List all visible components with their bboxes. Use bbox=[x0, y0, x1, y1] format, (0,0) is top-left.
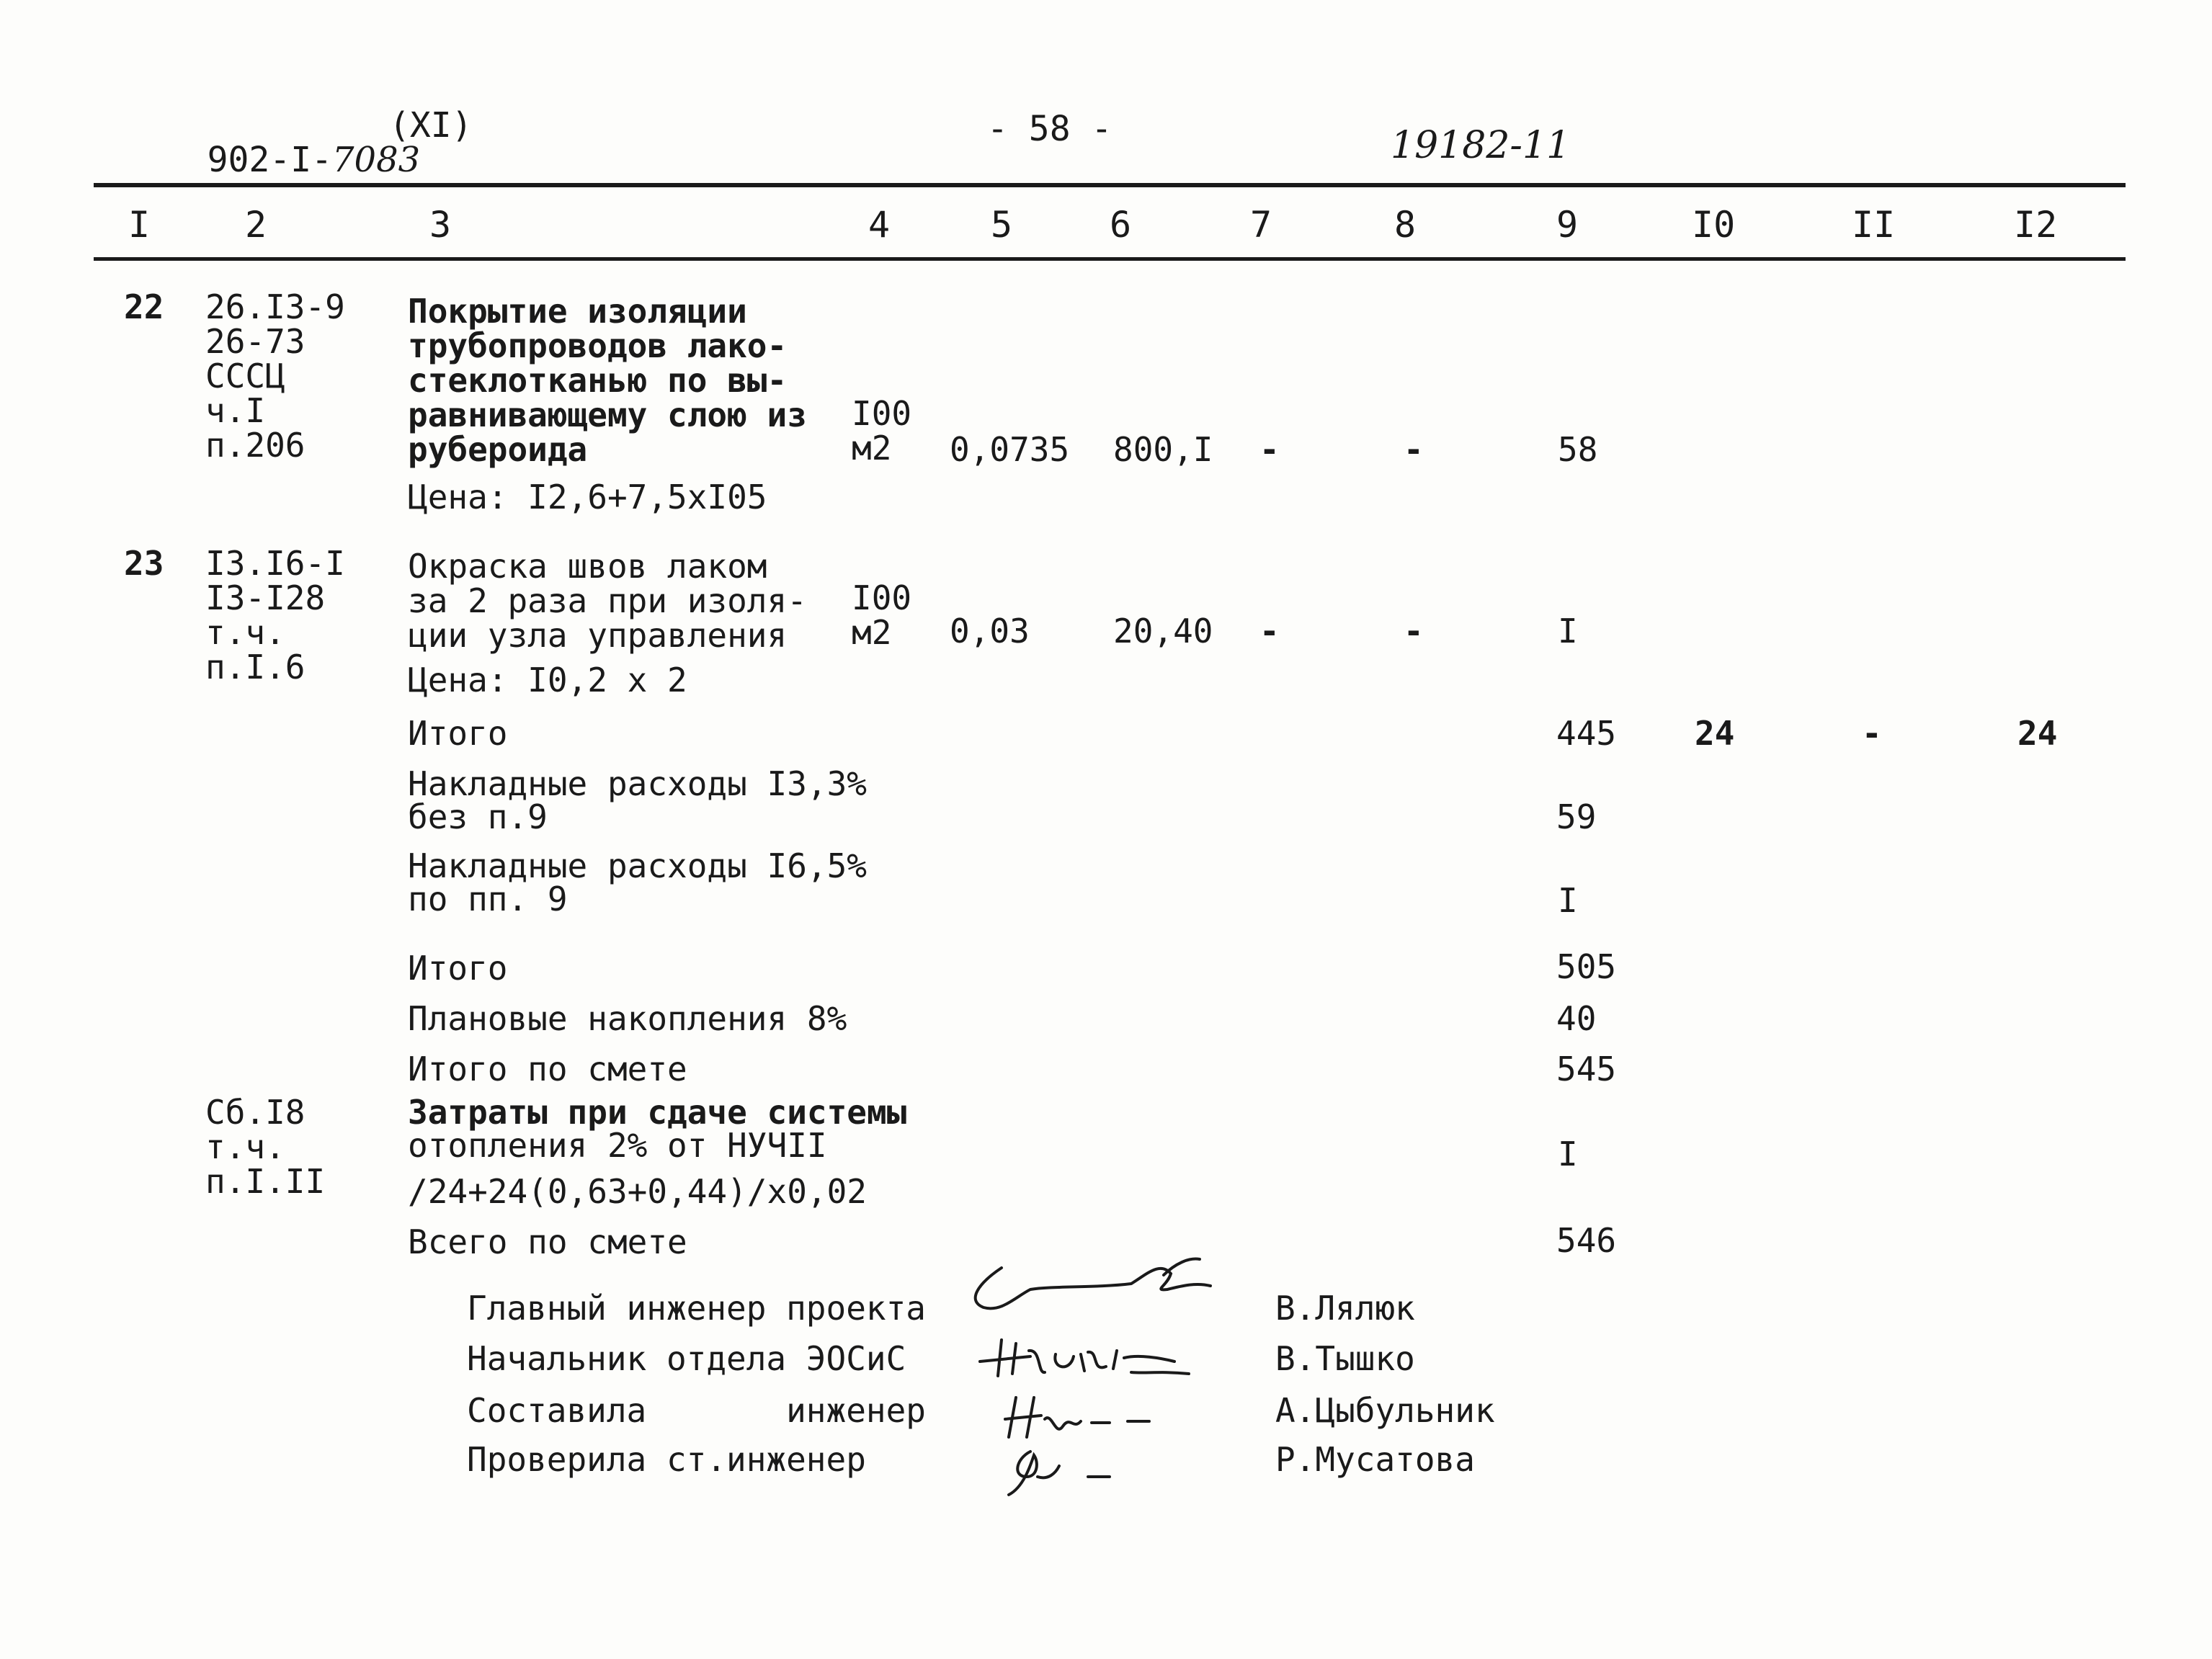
row-22-description-line: трубопроводов лако- bbox=[408, 326, 788, 365]
column-header-11: II bbox=[1852, 204, 1896, 246]
signature-scribble-2-icon bbox=[973, 1322, 1203, 1387]
document-code-handwritten: 7083 bbox=[331, 140, 421, 180]
signature-name: А.Цыбульник bbox=[1275, 1391, 1495, 1430]
handover-code-line: п.I.II bbox=[205, 1162, 326, 1201]
column-header-7: 7 bbox=[1250, 204, 1272, 246]
row-23-col7: - bbox=[1259, 612, 1280, 650]
column-header-8: 8 bbox=[1394, 204, 1417, 246]
row-22-code-line: ч.I bbox=[205, 391, 266, 430]
row-22-description-line: равнивающему слою из bbox=[408, 395, 807, 434]
handover-description-line: отопления 2% от НУЧII bbox=[408, 1126, 827, 1165]
row-22-description-line: стеклотканью по вы- bbox=[408, 361, 788, 400]
document-code-suffix: (XI) bbox=[389, 105, 473, 146]
row-22-number: 22 bbox=[124, 287, 164, 326]
column-header-2: 2 bbox=[245, 204, 267, 246]
row-22-col9: 58 bbox=[1558, 430, 1598, 469]
row-23-col9: I bbox=[1558, 612, 1578, 650]
signature-role: Главный инженер проекта bbox=[467, 1289, 926, 1328]
overhead-2-col9: I bbox=[1558, 881, 1578, 920]
row-22-code-line: 26-73 bbox=[205, 322, 306, 361]
document-code-printed: 902-I- bbox=[207, 140, 332, 180]
row-22-code-line: 26.I3-9 bbox=[205, 287, 345, 326]
header-rule-top bbox=[94, 183, 2126, 187]
row-23-code-line: т.ч. bbox=[205, 613, 285, 652]
row-22-description-line: рубероида bbox=[408, 430, 588, 469]
row-23-quantity: 0,03 bbox=[950, 612, 1030, 650]
page-number: - 58 - bbox=[987, 109, 1112, 149]
column-header-6: 6 bbox=[1110, 204, 1132, 246]
signature-name: В.Тышко bbox=[1275, 1339, 1415, 1378]
column-header-10: I0 bbox=[1692, 204, 1736, 246]
row-23-description-line: Окраска швов лаком bbox=[408, 547, 767, 586]
row-23-unit-price: 20,40 bbox=[1113, 612, 1213, 650]
row-22-col7: - bbox=[1259, 430, 1280, 469]
handover-formula: /24+24(0,63+0,44)/x0,02 bbox=[408, 1172, 867, 1211]
itogo-smeta-col9: 545 bbox=[1556, 1050, 1617, 1088]
grand-total-col9: 546 bbox=[1556, 1221, 1617, 1260]
row-23-code-line: п.I.6 bbox=[205, 648, 306, 687]
row-23-code-line: I3.I6-I bbox=[205, 544, 345, 583]
row-22-quantity: 0,0735 bbox=[950, 430, 1070, 469]
signature-name: Р.Мусатова bbox=[1275, 1440, 1475, 1479]
row-22-unit-line: м2 bbox=[852, 429, 892, 468]
row-22-price: Цена: I2,6+7,5xI05 bbox=[408, 478, 767, 517]
row-23-description-line: за 2 раза при изоля- bbox=[408, 581, 807, 620]
overhead-1-line: без п.9 bbox=[408, 797, 548, 836]
column-header-12: I2 bbox=[2014, 204, 2058, 246]
handover-code-line: т.ч. bbox=[205, 1127, 285, 1166]
signature-name: В.Лялюк bbox=[1275, 1289, 1415, 1328]
row-23-code-line: I3-I28 bbox=[205, 578, 326, 617]
signature-scribble-3-icon bbox=[994, 1387, 1167, 1444]
handover-description-line: Затраты при сдаче системы bbox=[408, 1093, 907, 1132]
handover-col9: I bbox=[1558, 1135, 1578, 1173]
row-22-unit-line: I00 bbox=[852, 394, 912, 433]
overhead-2-line: по пп. 9 bbox=[408, 880, 568, 918]
planned-savings-label: Плановые накопления 8% bbox=[408, 999, 847, 1038]
itogo-col12: 24 bbox=[2017, 714, 2058, 753]
row-23-col8: - bbox=[1404, 612, 1424, 650]
column-header-5: 5 bbox=[991, 204, 1013, 246]
signature-role: Проверила ст.инженер bbox=[467, 1440, 866, 1479]
handover-code-line: Сб.I8 bbox=[205, 1093, 306, 1132]
signature-scribble-4-icon bbox=[994, 1437, 1138, 1502]
row-23-unit-line: I00 bbox=[852, 578, 912, 617]
grand-total-label: Всего по смете bbox=[408, 1222, 687, 1261]
column-header-3: 3 bbox=[429, 204, 452, 246]
overhead-2-line: Накладные расходы I6,5% bbox=[408, 846, 867, 885]
row-22-code-line: СССЦ bbox=[205, 357, 285, 395]
document-code bbox=[124, 108, 420, 212]
row-23-number: 23 bbox=[124, 544, 164, 583]
itogo-col10: 24 bbox=[1695, 714, 1735, 753]
register-number: 19182-11 bbox=[1391, 124, 1571, 167]
row-22-code-line: п.206 bbox=[205, 426, 306, 465]
overhead-1-col9: 59 bbox=[1556, 797, 1597, 836]
row-22-col8: - bbox=[1404, 430, 1424, 469]
column-header-4: 4 bbox=[868, 204, 891, 246]
signature-scribble-1-icon bbox=[951, 1246, 1225, 1325]
signature-role: Начальник отдела ЭОСиС bbox=[467, 1339, 906, 1378]
row-22-description-line: Покрытие изоляции bbox=[408, 292, 747, 331]
itogo-col9: 445 bbox=[1556, 714, 1617, 753]
row-22-unit-price: 800,I bbox=[1113, 430, 1213, 469]
itogo-smeta-label: Итого по смете bbox=[408, 1050, 687, 1088]
itogo-col11: - bbox=[1862, 714, 1882, 753]
overhead-1-line: Накладные расходы I3,3% bbox=[408, 764, 867, 803]
row-23-price: Цена: I0,2 x 2 bbox=[408, 661, 687, 699]
row-23-unit-line: м2 bbox=[852, 613, 892, 652]
itogo-label: Итого bbox=[408, 714, 508, 753]
planned-savings-col9: 40 bbox=[1556, 999, 1597, 1038]
column-header-9: 9 bbox=[1556, 204, 1579, 246]
header-rule-bottom bbox=[94, 257, 2126, 261]
signature-role: Составила инженер bbox=[467, 1391, 926, 1430]
itogo-2-col9: 505 bbox=[1556, 947, 1617, 986]
column-header-1: I bbox=[128, 204, 151, 246]
row-23-description-line: ции узла управления bbox=[408, 616, 788, 655]
itogo-2-label: Итого bbox=[408, 949, 508, 988]
